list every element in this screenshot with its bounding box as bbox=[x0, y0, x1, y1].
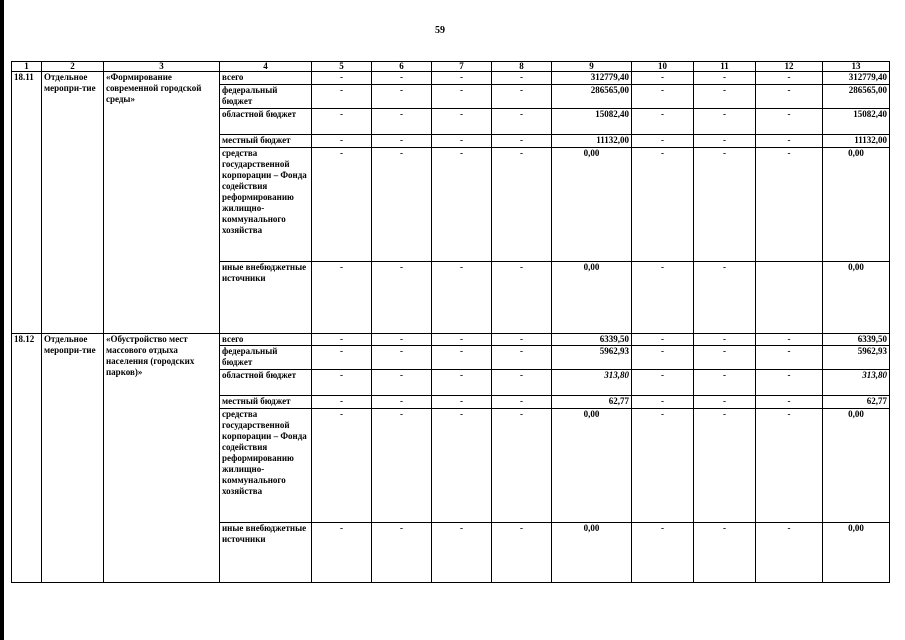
funding-source: федеральный бюджет bbox=[220, 85, 312, 109]
cell: - bbox=[372, 409, 432, 523]
funding-source: областной бюджет bbox=[220, 109, 312, 135]
cell: 6339,50 bbox=[552, 334, 632, 346]
cell: - bbox=[372, 346, 432, 370]
cell: - bbox=[756, 148, 823, 262]
cell: - bbox=[632, 409, 694, 523]
table-row bbox=[12, 72, 890, 85]
cell: - bbox=[432, 85, 492, 109]
cell: - bbox=[372, 72, 432, 85]
column-header: 10 bbox=[632, 62, 694, 72]
cell: - bbox=[312, 523, 372, 583]
cell: - bbox=[432, 523, 492, 583]
funding-source: иные внебюджетные источники bbox=[220, 262, 312, 334]
cell: - bbox=[632, 85, 694, 109]
column-header: 1 bbox=[12, 62, 42, 72]
cell: - bbox=[492, 370, 552, 396]
cell: - bbox=[372, 334, 432, 346]
cell: - bbox=[756, 396, 823, 409]
table-row bbox=[12, 334, 890, 346]
cell: - bbox=[694, 409, 756, 523]
funding-source: всего bbox=[220, 72, 312, 85]
column-header: 2 bbox=[42, 62, 104, 72]
budget-table bbox=[11, 61, 890, 583]
cell: - bbox=[756, 85, 823, 109]
column-header: 11 bbox=[694, 62, 756, 72]
cell: - bbox=[632, 148, 694, 262]
column-number-row bbox=[12, 62, 890, 72]
cell: - bbox=[432, 109, 492, 135]
cell: - bbox=[372, 396, 432, 409]
cell: - bbox=[756, 523, 823, 583]
funding-source: местный бюджет bbox=[220, 396, 312, 409]
cell: - bbox=[372, 370, 432, 396]
cell: - bbox=[492, 109, 552, 135]
funding-source: областной бюджет bbox=[220, 370, 312, 396]
cell: - bbox=[432, 346, 492, 370]
cell: - bbox=[694, 72, 756, 85]
cell: - bbox=[632, 109, 694, 135]
cell: 286565,00 bbox=[823, 85, 890, 109]
cell: - bbox=[312, 135, 372, 148]
cell: 5962,93 bbox=[552, 346, 632, 370]
funding-source: средства государственной корпорации – Фонда содействия реформированию жилищно-коммунального хозяйства bbox=[220, 148, 312, 262]
cell: - bbox=[312, 346, 372, 370]
cell: 313,80 bbox=[552, 370, 632, 396]
cell: 0,00 bbox=[552, 262, 632, 334]
cell: 0,00 bbox=[552, 523, 632, 583]
cell: 0,00 bbox=[823, 148, 890, 262]
funding-source: федеральный бюджет bbox=[220, 346, 312, 370]
cell: 62,77 bbox=[552, 396, 632, 409]
cell: - bbox=[694, 370, 756, 396]
cell: - bbox=[492, 334, 552, 346]
cell: - bbox=[492, 262, 552, 334]
cell: - bbox=[694, 109, 756, 135]
cell: - bbox=[632, 135, 694, 148]
cell: - bbox=[432, 396, 492, 409]
cell: - bbox=[372, 85, 432, 109]
column-header: 5 bbox=[312, 62, 372, 72]
column-header: 13 bbox=[823, 62, 890, 72]
cell: - bbox=[632, 72, 694, 85]
cell: - bbox=[756, 135, 823, 148]
column-header: 3 bbox=[104, 62, 220, 72]
cell: - bbox=[694, 334, 756, 346]
cell: - bbox=[312, 262, 372, 334]
cell: - bbox=[492, 396, 552, 409]
cell: - bbox=[492, 148, 552, 262]
cell: - bbox=[312, 148, 372, 262]
funding-source: иные внебюджетные источники bbox=[220, 523, 312, 583]
cell: - bbox=[432, 135, 492, 148]
cell: 0,00 bbox=[552, 409, 632, 523]
section-title: «Формирование современной городской среды» bbox=[104, 72, 220, 334]
cell: 5962,93 bbox=[823, 346, 890, 370]
cell: - bbox=[312, 409, 372, 523]
cell: - bbox=[694, 396, 756, 409]
cell: 312779,40 bbox=[552, 72, 632, 85]
cell: - bbox=[694, 85, 756, 109]
cell: - bbox=[694, 135, 756, 148]
page-number: 59 bbox=[435, 25, 445, 36]
cell: - bbox=[312, 370, 372, 396]
cell: - bbox=[372, 148, 432, 262]
column-header: 4 bbox=[220, 62, 312, 72]
cell: - bbox=[756, 409, 823, 523]
cell: - bbox=[432, 72, 492, 85]
column-header: 6 bbox=[372, 62, 432, 72]
cell: - bbox=[312, 334, 372, 346]
cell: 15082,40 bbox=[823, 109, 890, 135]
funding-source: местный бюджет bbox=[220, 135, 312, 148]
cell: - bbox=[492, 346, 552, 370]
cell: - bbox=[632, 370, 694, 396]
cell: - bbox=[432, 409, 492, 523]
cell: - bbox=[372, 109, 432, 135]
cell: - bbox=[756, 346, 823, 370]
cell: - bbox=[312, 396, 372, 409]
cell: - bbox=[372, 262, 432, 334]
cell: 0,00 bbox=[552, 148, 632, 262]
cell: - bbox=[432, 148, 492, 262]
cell: 0,00 bbox=[823, 523, 890, 583]
section-code: 18.11 bbox=[12, 72, 42, 334]
column-header: 7 bbox=[432, 62, 492, 72]
cell: - bbox=[632, 346, 694, 370]
section-type: Отдельное меропри-тие bbox=[42, 334, 104, 583]
cell: - bbox=[372, 523, 432, 583]
cell: - bbox=[312, 72, 372, 85]
cell: - bbox=[756, 370, 823, 396]
column-header: 9 bbox=[552, 62, 632, 72]
cell: - bbox=[492, 523, 552, 583]
cell: 312779,40 bbox=[823, 72, 890, 85]
cell: 62,77 bbox=[823, 396, 890, 409]
cell: - bbox=[492, 72, 552, 85]
left-margin-bar bbox=[0, 0, 4, 640]
cell: - bbox=[694, 346, 756, 370]
cell bbox=[756, 262, 823, 334]
cell: - bbox=[756, 72, 823, 85]
section-title: «Обустройство мест массового отдыха населения (городских парков)» bbox=[104, 334, 220, 583]
cell: - bbox=[312, 109, 372, 135]
cell: - bbox=[632, 523, 694, 583]
cell: 6339,50 bbox=[823, 334, 890, 346]
cell: - bbox=[694, 262, 756, 334]
cell: - bbox=[632, 262, 694, 334]
cell: - bbox=[756, 334, 823, 346]
cell: - bbox=[694, 148, 756, 262]
cell: - bbox=[432, 262, 492, 334]
cell: - bbox=[432, 370, 492, 396]
cell: - bbox=[492, 85, 552, 109]
cell: 0,00 bbox=[823, 409, 890, 523]
funding-source: всего bbox=[220, 334, 312, 346]
cell: - bbox=[632, 396, 694, 409]
cell: 11132,00 bbox=[552, 135, 632, 148]
cell: - bbox=[492, 135, 552, 148]
section-code: 18.12 bbox=[12, 334, 42, 583]
cell: 0,00 bbox=[823, 262, 890, 334]
column-header: 12 bbox=[756, 62, 823, 72]
cell: - bbox=[694, 523, 756, 583]
cell: - bbox=[372, 135, 432, 148]
cell: - bbox=[492, 409, 552, 523]
cell: - bbox=[632, 334, 694, 346]
cell: - bbox=[432, 334, 492, 346]
cell: 313,80 bbox=[823, 370, 890, 396]
funding-source: средства государственной корпорации – Фонда содействия реформированию жилищно-коммунального хозяйства bbox=[220, 409, 312, 523]
cell: 286565,00 bbox=[552, 85, 632, 109]
section-type: Отдельное меропри-тие bbox=[42, 72, 104, 334]
cell: - bbox=[756, 109, 823, 135]
column-header: 8 bbox=[492, 62, 552, 72]
cell: 15082,40 bbox=[552, 109, 632, 135]
cell: - bbox=[312, 85, 372, 109]
cell: 11132,00 bbox=[823, 135, 890, 148]
